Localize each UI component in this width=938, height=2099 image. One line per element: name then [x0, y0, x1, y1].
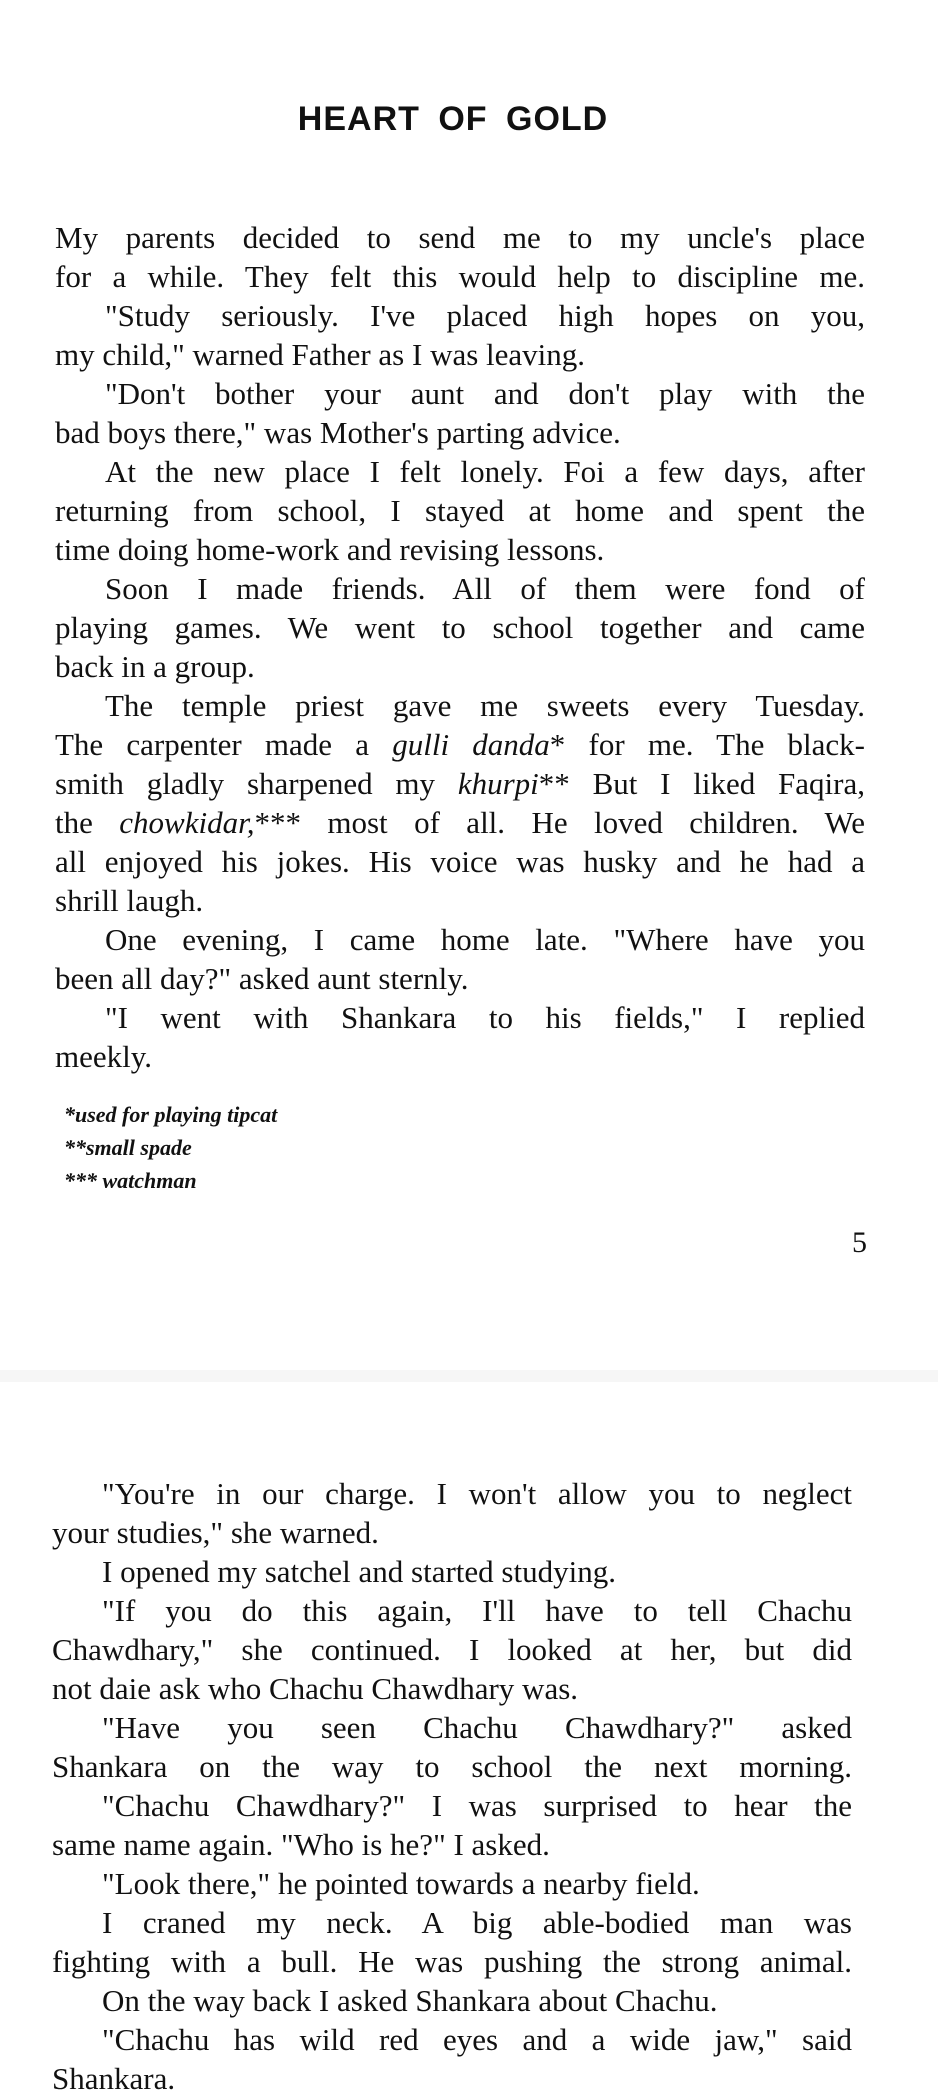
text-line: On the way back I asked Shankara about Chachu.: [102, 1983, 718, 2018]
text-line: "Chachu has wild red eyes and a wide jaw," said: [102, 2022, 852, 2057]
text-line: shrill laugh.: [55, 883, 204, 918]
text-line: fighting with a bull. He was pushing the strong animal.: [52, 1944, 852, 1979]
text-line: the chowkidar,*** most of all. He loved children. We: [55, 805, 865, 840]
text-line: my child," warned Father as I was leaving.: [55, 337, 586, 372]
story-title: HEART OF GOLD: [297, 100, 609, 138]
text-line: playing games. We went to school together and came: [55, 610, 865, 645]
text-line: bad boys there," was Mother's parting advice.: [55, 415, 621, 450]
text-line: meekly.: [55, 1039, 152, 1074]
book-page-6: [0, 1382, 938, 2099]
text-line: "You're in our charge. I won't allow you to neglect: [102, 1476, 852, 1511]
text-line: not daie ask who Chachu Chawdhary was.: [52, 1671, 579, 1706]
story-text-page-6: [52, 1474, 852, 2098]
text-line: Soon I made friends. All of them were fond of: [105, 571, 865, 606]
footnote-khurpi: **small spade: [64, 1135, 192, 1160]
footnote-gulli-danda: *used for playing tipcat: [64, 1102, 278, 1127]
story-text-page-5: [55, 218, 865, 1076]
text-line: "Have you seen Chachu Chawdhary?" asked: [102, 1710, 852, 1745]
page-separator: [0, 1370, 938, 1382]
text-line: time doing home-work and revising lessons.: [55, 532, 605, 567]
footnote-chowkidar: *** watchman: [64, 1168, 197, 1193]
text-line: The carpenter made a gulli danda* for me. The black-: [55, 727, 866, 762]
text-line: "If you do this again, I'll have to tell Chachu: [102, 1593, 852, 1628]
text-line: "I went with Shankara to his fields," I replied: [105, 1000, 865, 1035]
text-line: "Chachu Chawdhary?" I was surprised to hear the: [102, 1788, 852, 1823]
text-line: I opened my satchel and started studying.: [102, 1554, 616, 1589]
footnotes: [64, 1098, 277, 1197]
text-line: all enjoyed his jokes. His voice was husky and he had a: [55, 844, 865, 879]
text-line: for a while. They felt this would help to discipline me.: [55, 259, 865, 294]
text-line: The temple priest gave me sweets every Tuesday.: [105, 688, 865, 723]
text-line: Shankara on the way to school the next morning.: [52, 1749, 852, 1784]
text-line: been all day?" asked aunt sternly.: [55, 961, 469, 996]
text-line: Shankara.: [52, 2061, 176, 2096]
text-line: smith gladly sharpened my khurpi** But I liked Faqira,: [55, 766, 865, 801]
text-line: same name again. "Who is he?" I asked.: [52, 1827, 550, 1862]
text-line: One evening, I came home late. "Where have you: [105, 922, 865, 957]
text-line: Chawdhary," she continued. I looked at her, but did: [52, 1632, 852, 1667]
text-line: your studies," she warned.: [52, 1515, 379, 1550]
text-line: I craned my neck. A big able-bodied man was: [102, 1905, 852, 1940]
text-line: back in a group.: [55, 649, 255, 684]
text-line: At the new place I felt lonely. Foi a few days, after: [105, 454, 865, 489]
text-line: "Don't bother your aunt and don't play with the: [105, 376, 865, 411]
text-line: My parents decided to send me to my uncle's place: [55, 220, 865, 255]
text-line: "Look there," he pointed towards a nearby field.: [102, 1866, 700, 1901]
page-number: 5: [852, 1226, 867, 1259]
text-line: returning from school, I stayed at home and spent the: [55, 493, 865, 528]
text-line: "Study seriously. I've placed high hopes on you,: [105, 298, 865, 333]
